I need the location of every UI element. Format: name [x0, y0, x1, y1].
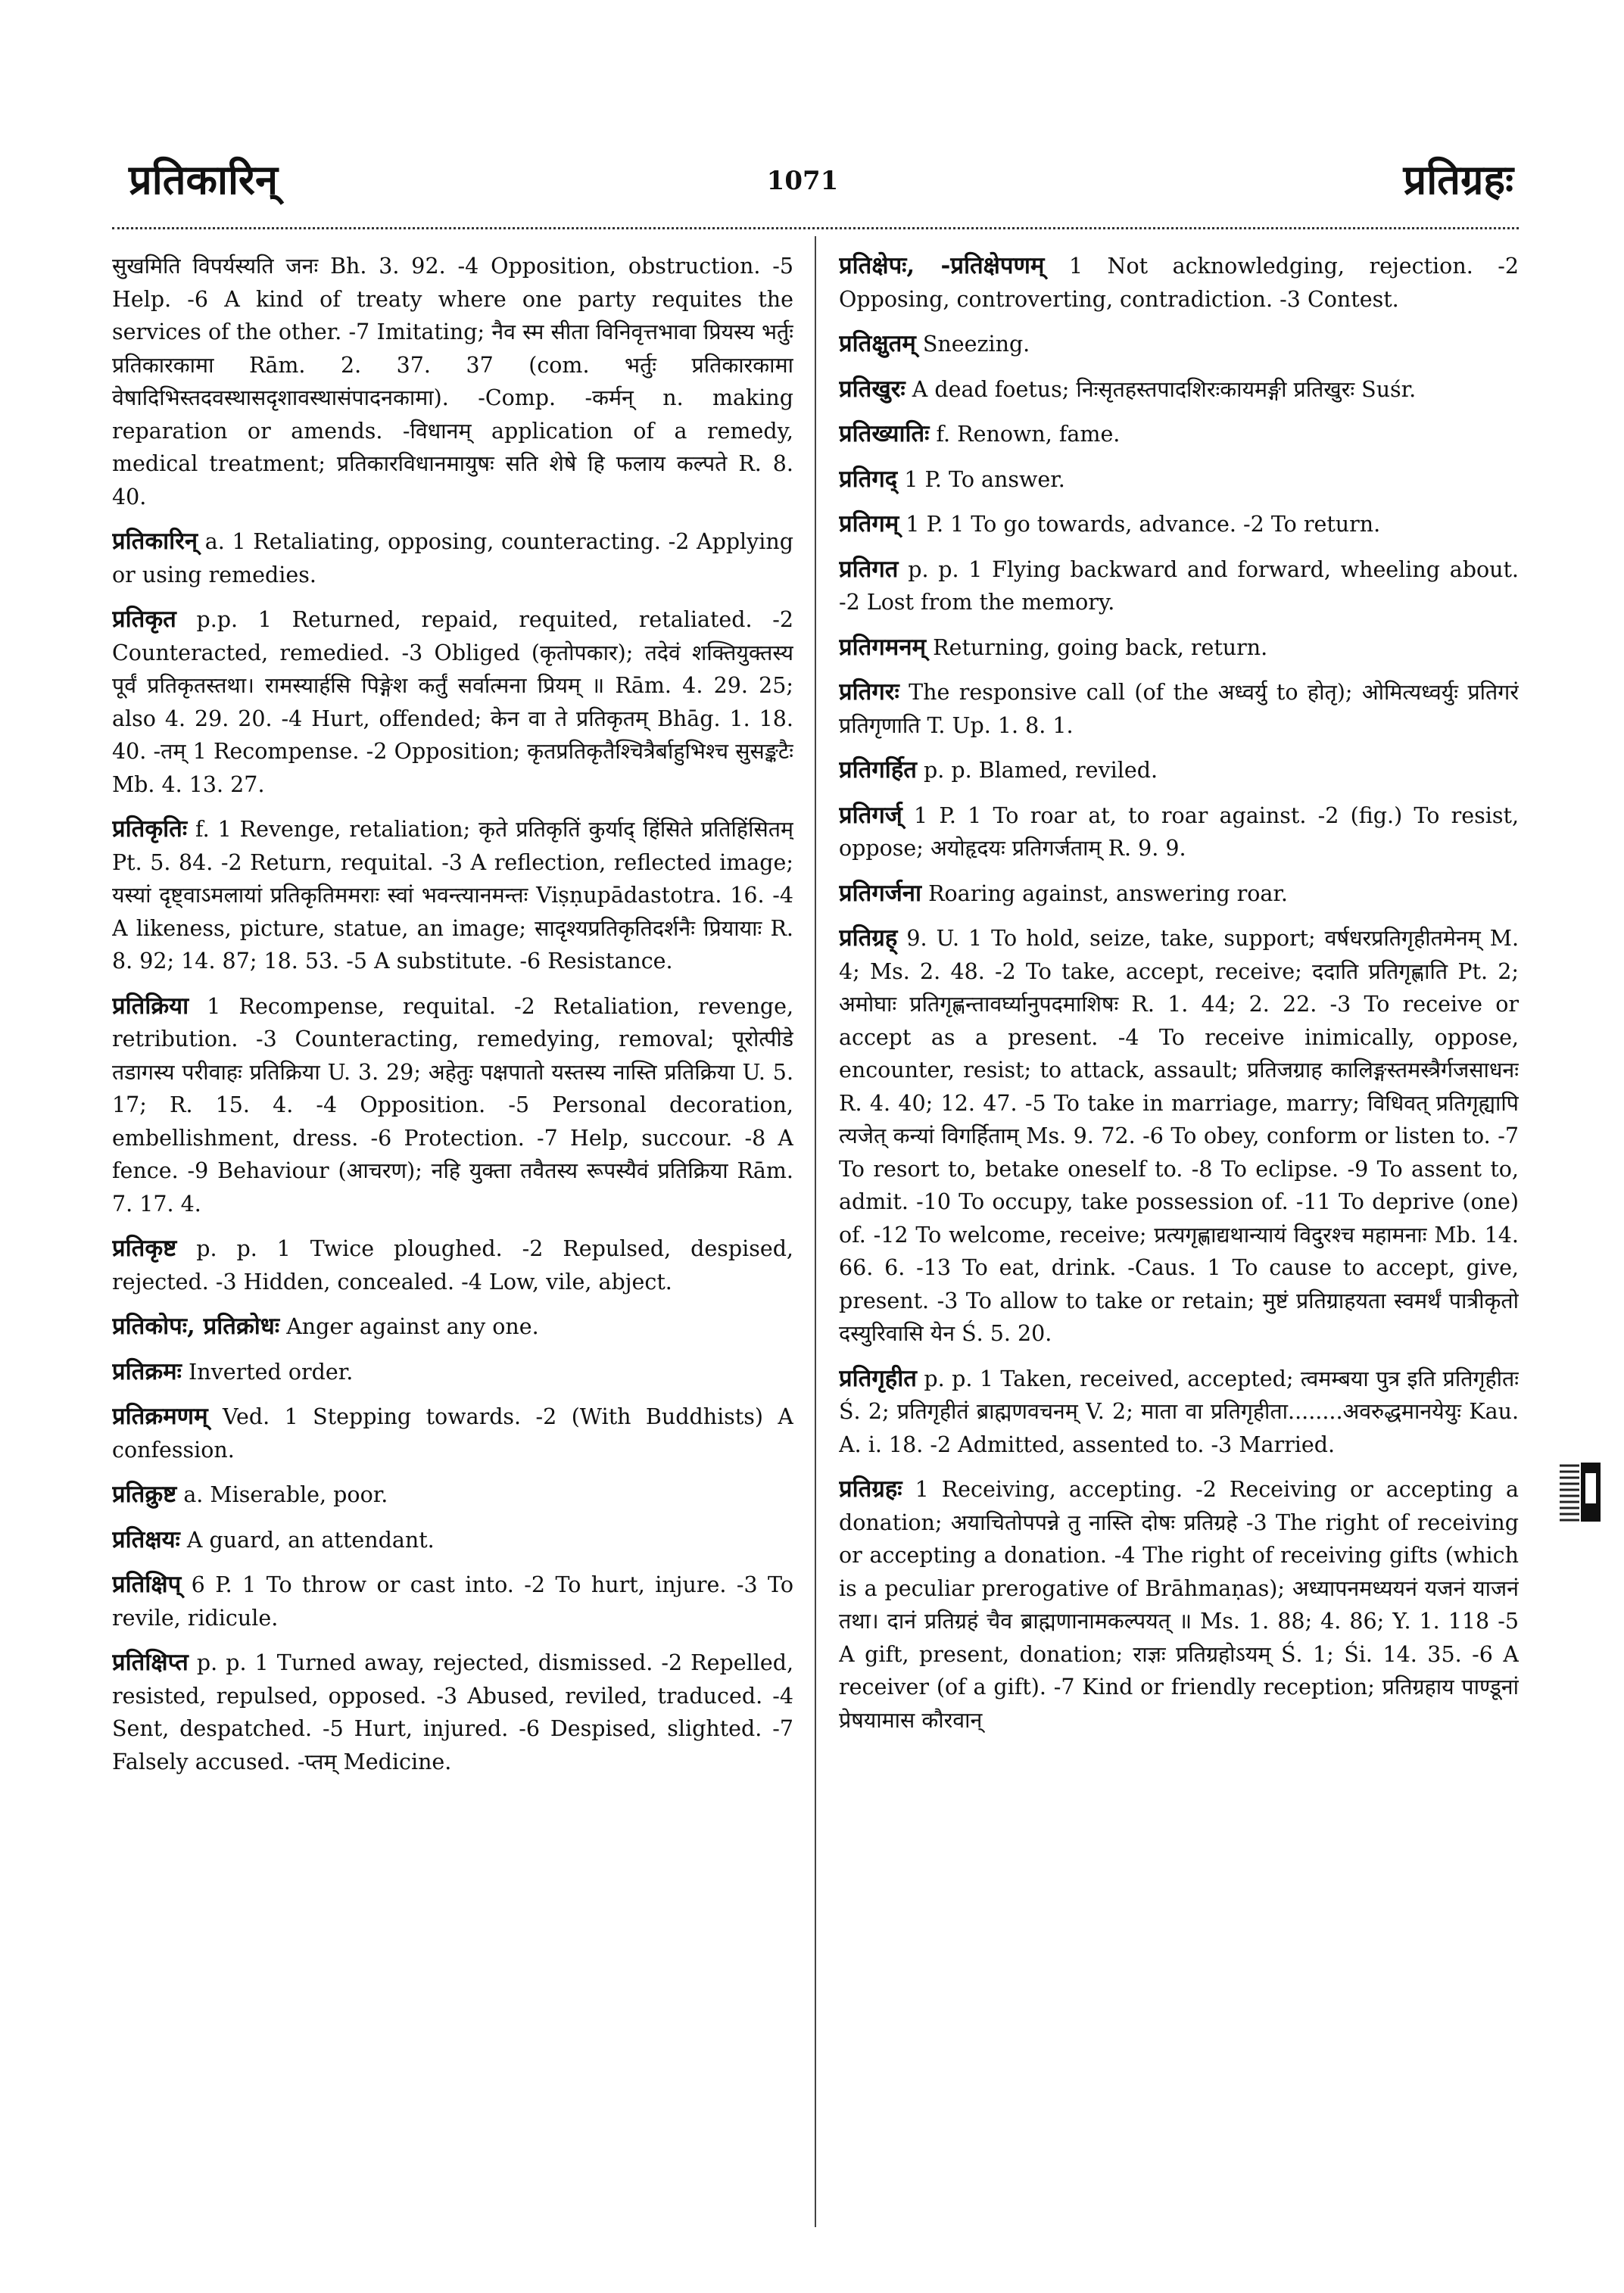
dictionary-entry — [839, 631, 1519, 665]
entry-definition: Roaring against, answering roar. — [928, 880, 1288, 906]
entry-headword: प्रतिगर्हित — [839, 756, 917, 784]
entry-definition: p. p. 1 Twice ploughed. -2 Repulsed, despised, rejected. -3 Hidden, concealed. -4 Low, vile, abject. — [112, 1236, 793, 1294]
entry-definition: p. p. Blamed, reviled. — [924, 758, 1158, 783]
entry-definition: p. p. 1 Turned away, rejected, dismissed. -2 Repelled, resisted, repulsed, opposed. -3 Abused, reviled, traduced. -4 Sent, despatched. -5 Hurt, injured. -6 Despised, slighted. -7 Falsely accused. -प्तम् Medicine. — [112, 1650, 793, 1774]
entry-definition: a. 1 Retaliating, opposing, counteracting. -2 Applying or using remedies. — [112, 529, 793, 587]
dictionary-entry — [839, 250, 1519, 316]
entry-headword: प्रतिगम् — [839, 510, 899, 537]
entry-headword: प्रतिगर्ज् — [839, 801, 902, 829]
entry-definition: a. Miserable, poor. — [183, 1482, 388, 1507]
dictionary-entry — [112, 813, 793, 978]
dictionary-entry — [112, 1524, 793, 1557]
entry-definition: Anger against any one. — [286, 1314, 539, 1339]
entry-definition: A dead foetus; निःसृतहस्तपादशिरःकायमङ्गी प्रतिखुरः Suśr. — [912, 376, 1417, 402]
dictionary-entry — [839, 508, 1519, 541]
dictionary-entry — [839, 463, 1519, 497]
entry-definition: 1 Recompense, requital. -2 Retaliation, revenge, retribution. -3 Counteracting, remedying, removal; पूरोत्पीडे तडागस्य परीवाहः प्रतिक्रिया U. 3. 29; अहेतुः पक्षपातो यस्तस्य नास्ति प्रतिक्रिया U. 5. 17; R. 15. 4. -4 Opposition. -5 Personal decoration, embellishment, dress. -6 Protection. -7 Help, succour. -8 A fence. -9 Behaviour (आचरण); नहि युक्ता तवैतस्य रूपस्यैवं प्रतिक्रिया Rām. 7. 17. 4. — [112, 993, 793, 1217]
entry-definition: 1 P. 1 To go towards, advance. -2 To return. — [906, 512, 1381, 537]
entry-definition: Returning, going back, return. — [933, 634, 1268, 660]
entry-headword: प्रतिक्षुतम् — [839, 330, 916, 357]
entry-definition: 1 P. To answer. — [904, 466, 1065, 492]
dictionary-entry — [112, 1310, 793, 1344]
dictionary-entry — [839, 418, 1519, 451]
header-left-headword: प्रतिकारिन् — [129, 155, 278, 204]
dictionary-entry — [839, 676, 1519, 742]
left-column — [112, 250, 793, 2233]
dictionary-entry — [839, 373, 1519, 407]
right-column — [839, 250, 1519, 2233]
dictionary-entry — [112, 1569, 793, 1634]
entry-definition: f. Renown, fame. — [936, 422, 1121, 447]
entry-headword: प्रतिकारिन् — [112, 528, 198, 555]
entry-headword: प्रतिगत — [839, 555, 899, 583]
entry-headword: प्रतिकृष्ट — [112, 1235, 177, 1262]
dictionary-entry — [112, 1647, 793, 1778]
entry-headword: प्रतिक्षिप् — [112, 1571, 182, 1598]
entry-headword: प्रतिगृहीत — [839, 1364, 917, 1392]
entry-definition: 1 Receiving, accepting. -2 Receiving or accepting a donation; अयाचितोपपन्ने तु नास्ति दोषः प्रतिग्रहे -3 The right of receiving or accepting a donation. -4 The right of receiving gifts (which is a peculiar prerogative of Brāhmaṇas); अध्यापनमध्ययनं यजनं याजनं तथा। दानं प्रतिग्रहं चैव ब्राह्मणानामकल्पयत् ॥ Ms. 1. 88; 4. 86; Y. 1. 118 -5 A gift, present, donation; राज्ञः प्रतिग्रहोऽयम् Ś. 1; Śi. 14. 35. -6 A receiver (of a gift). -7 Kind or friendly reception; प्रतिग्रहाय पाण्डूनां प्रेषयामास कौरवान् — [839, 1477, 1519, 1733]
dictionary-entry — [839, 328, 1519, 361]
entry-definition: p. p. 1 Flying backward and forward, wheeling about. -2 Lost from the memory. — [839, 556, 1519, 615]
page-number: 1071 — [766, 166, 839, 196]
dictionary-entry — [839, 877, 1519, 911]
dictionary-entry — [112, 1478, 793, 1512]
dictionary-entry — [839, 922, 1519, 1351]
entry-headword: प्रतिग्रह् — [839, 924, 898, 952]
dictionary-entry — [112, 525, 793, 591]
entry-headword: प्रतिकोपः, प्रतिक्रोधः — [112, 1313, 280, 1340]
entry-headword: प्रतिगर्जना — [839, 879, 922, 907]
entry-headword: प्रतिक्रुष्ट — [112, 1481, 177, 1508]
entry-headword: प्रतिख्यातिः — [839, 420, 930, 447]
entry-definition: 6 P. 1 To throw or cast into. -2 To hurt, injure. -3 To revile, ridicule. — [112, 1572, 793, 1631]
entry-headword: प्रतिक्रिया — [112, 992, 189, 1020]
entry-definition: p.p. 1 Returned, repaid, requited, retaliated. -2 Counteracted, remedied. -3 Obliged (कृतोपकार); तदेवं शक्तियुक्तस्य पूर्वं प्रतिकृतस्तथा। रामस्यार्हसि पिङ्गेश कर्तुं सर्वात्मना प्रियम् ॥ Rām. 4. 29. 25; also 4. 29. 20. -4 Hurt, offended; केन वा ते प्रतिकृतम् Bhāg. 1. 18. 40. -तम् 1 Recompense. -2 Opposition; कृतप्रतिकृतैश्चित्रैर्बाहुभिश्च सुसङ्कटैः Mb. 4. 13. 27. — [112, 607, 793, 797]
entry-headword: प्रतिकृत — [112, 606, 176, 633]
dictionary-entry — [839, 553, 1519, 619]
entry-definition: 9. U. 1 To hold, seize, take, support; वर्षधरप्रतिगृहीतमेनम् M. 4; Ms. 2. 48. -2 To take, accept, receive; ददाति प्रतिगृह्णाति Pt. 2; अमोघाः प्रतिगृह्णन्तावर्घ्यानुपदमाशिषः R. 1. 44; 2. 22. -3 To receive or accept as a present. -4 To receive inimically, oppose, encounter, resist; to attack, assault; प्रतिजग्राह कालिङ्गस्तमस्त्रैर्गजसाधनः R. 4. 40; 12. 47. -5 To take in marriage, marry; विधिवत् प्रतिगृह्यापि त्यजेत् कन्यां विगर्हिताम् Ms. 9. 72. -6 To obey, conform or listen to. -7 To resort to, betake oneself to. -8 To eclipse. -9 To assent to, admit. -10 To occupy, take possession of. -11 To deprive (one) of. -12 To welcome, receive; प्रत्यगृह्णाद्यथान्यायं विदुरश्च महामनाः Mb. 14. 66. 6. -13 To eat, drink. -Caus. 1 To cause to accept, give, present. -3 To allow to take or retain; मुष्टं प्रतिग्राहयता स्वमर्थं पात्रीकृतो दस्युरिवासि येन Ś. 5. 20. — [839, 926, 1519, 1346]
entry-definition: Inverted order. — [189, 1359, 354, 1385]
entry-headword: प्रतिगरः — [839, 678, 899, 706]
dictionary-entry — [112, 1232, 793, 1298]
dictionary-entry — [112, 1400, 793, 1466]
header-right-headword: प्रतिग्रहः — [1403, 155, 1513, 204]
dictionary-entry — [839, 754, 1519, 787]
entry-headword: प्रतिग्रहः — [839, 1475, 902, 1503]
entry-headword: प्रतिक्षेपः, -प्रतिक्षेपणम् — [839, 252, 1045, 279]
entry-definition: f. 1 Revenge, retaliation; कृते प्रतिकृतिं कुर्याद् हिंसिते प्रतिहिंसितम् Pt. 5. 84. -2 Return, requital. -3 A reflection, reflected image; यस्यां दृष्ट्वाऽमलायां प्रतिकृतिममराः स्वां भवन्त्यानमन्तः Viṣṇupādastotra. 16. -4 A likeness, picture, statue, an image; सादृश्यप्रतिकृतिदर्शनैः प्रियायाः R. 8. 92; 14. 87; 18. 53. -5 A substitute. -6 Resistance. — [112, 817, 793, 974]
entry-headword: प्रतिखुरः — [839, 375, 906, 403]
entry-headword: प्रतिगद् — [839, 465, 898, 493]
entry-headword: प्रतिक्रमः — [112, 1357, 182, 1385]
entry-definition: Sneezing. — [922, 332, 1030, 357]
dictionary-entry — [112, 990, 793, 1221]
entry-definition: Ved. 1 Stepping towards. -2 (With Buddhists) A confession. — [112, 1404, 793, 1463]
entry-headword: प्रतिक्षयः — [112, 1525, 180, 1553]
entry-definition: 1 P. 1 To roar at, to roar against. -2 (fig.) To resist, oppose; अयोहृदयः प्रतिगर्जताम् R. 9. 9. — [839, 802, 1519, 861]
dictionary-entry — [112, 1356, 793, 1389]
entry-headword: प्रतिक्रमणम् — [112, 1403, 208, 1430]
entry-definition: The responsive call (of the अध्वर्यु to होतृ); ओमित्यध्वर्युः प्रतिगरं प्रतिगृणाति T. Up. 1. 8. 1. — [839, 680, 1519, 738]
entry-continuation — [112, 250, 793, 513]
entry-definition: 1 Not acknowledging, rejection. -2 Opposing, controverting, contradiction. -3 Contest. — [839, 254, 1519, 312]
dictionary-entry — [839, 1473, 1519, 1737]
entry-definition: सुखमिति विपर्यस्यति जनः Bh. 3. 92. -4 Opposition, obstruction. -5 Help. -6 A kind of treaty where one party requites the services of the other. -7 Imitating; नैव स्म सीता विनिवृत्तभावा प्रियस्य भर्तुः प्रतिकारकामा Rām. 2. 37. 37 (com. भर्तुः प्रतिकारकामा वेषादिभिस्तदवस्थासदृशावस्थासंपादनकामा). -Comp. -कर्मन् n. making reparation or amends. -विधानम् application of a remedy, medical treatment; प्रतिकारविधानमायुषः सति शेषे हि फलाय कल्पते R. 8. 40. — [112, 254, 793, 509]
thumb-index-tab-icon — [1557, 1460, 1604, 1525]
dictionary-entry — [112, 603, 793, 801]
column-divider — [815, 236, 816, 2227]
entry-headword: प्रतिक्षिप्त — [112, 1649, 189, 1676]
header-rule — [112, 227, 1519, 229]
entry-definition: A guard, an attendant. — [186, 1527, 435, 1553]
entry-headword: प्रतिगमनम् — [839, 633, 927, 661]
dictionary-entry — [839, 799, 1519, 865]
dictionary-entry — [839, 1363, 1519, 1462]
entry-headword: प्रतिकृतिः — [112, 815, 188, 843]
entry-definition: p. p. 1 Taken, received, accepted; त्वमम्बया पुत्र इति प्रतिगृहीतः Ś. 2; प्रतिगृहीतं ब्राह्मणवचनम् V. 2; माता वा प्रतिगृहीता........अवरुद्धमानयेयुः Kau. A. i. 18. -2 Admitted, assented to. -3 Married. — [839, 1366, 1519, 1457]
